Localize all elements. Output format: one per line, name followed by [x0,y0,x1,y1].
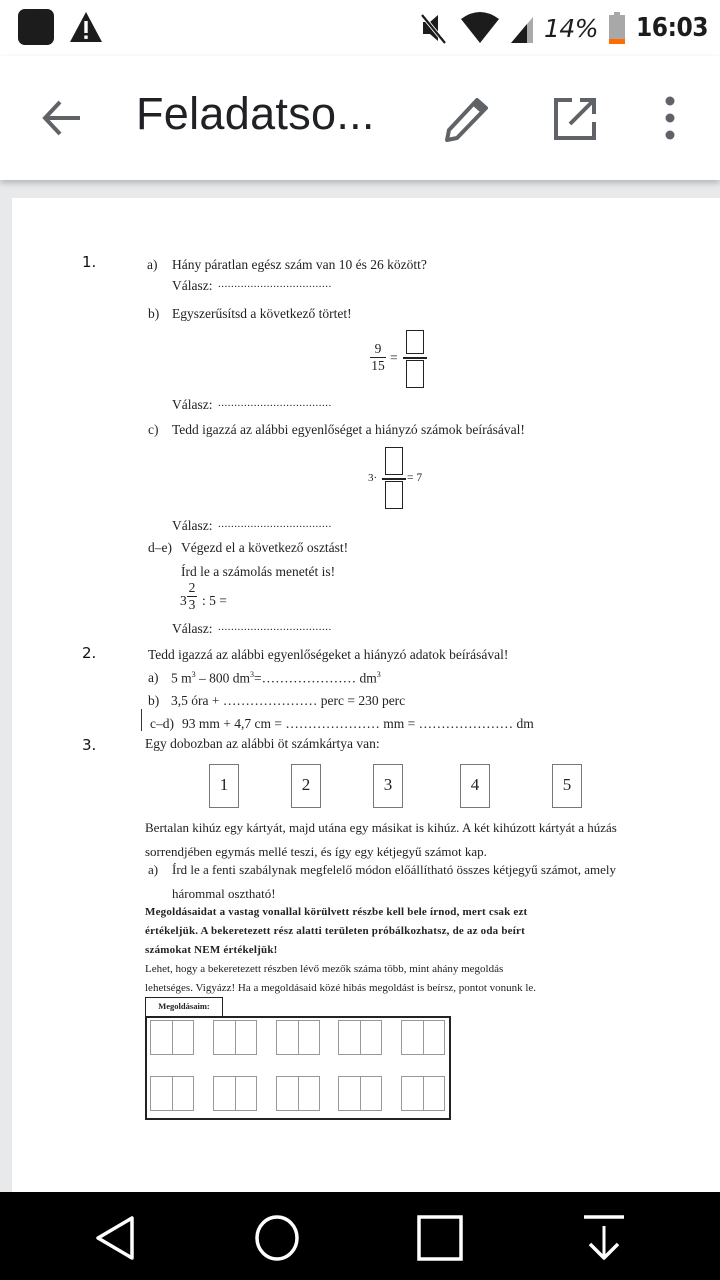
back-arrow-icon[interactable] [40,96,84,140]
q1de-answer-label: Válasz: [172,621,213,636]
answer-cell-pair[interactable] [401,1020,445,1055]
q1de-whole: 3 [180,593,187,608]
q1b-equals: = [390,350,398,365]
q1de-answer-line: ................................... [218,621,332,633]
battery-percent: 14% [543,13,599,43]
answer-cell-pair[interactable] [150,1020,194,1055]
answer-cell-pair[interactable] [338,1020,382,1055]
app-notification-icon [18,9,54,45]
document-viewer[interactable] [0,180,720,1192]
question-3-number: 3. [82,736,97,754]
q1de-denominator: 3 [188,597,196,612]
margin-mark [141,709,142,731]
question-2-number: 2. [82,644,97,662]
superscript: 3 [191,670,196,679]
number-card: 4 [460,764,490,808]
q1c-left: 3· [368,472,378,484]
navigation-bar [0,1192,720,1280]
q3-para-line2: sorrendjében egymás mellé teszi, és így egy kétjegyű számot kap. [145,844,487,859]
q2b-equation: 3,5 óra + ………………… perc = 230 perc [171,693,406,708]
number-card: 1 [209,764,239,808]
q1b-denominator: 15 [371,358,385,373]
q2a-part: =………………… dm [254,670,377,686]
q1c-denominator-box [385,481,403,509]
document-page[interactable] [12,198,720,1192]
q1c-answer-line: ................................... [218,518,332,530]
wifi-icon [460,11,500,45]
home-circle-icon[interactable] [253,1214,301,1262]
q1c-answer-label: Válasz: [172,518,213,533]
answer-cell-pair[interactable] [276,1076,320,1111]
superscript: 3 [376,670,381,679]
q2b-label: b) [148,693,160,708]
recents-square-icon[interactable] [416,1214,464,1262]
hide-nav-arrow-icon[interactable] [580,1214,628,1262]
answer-cell-pair[interactable] [150,1076,194,1111]
app-bar [0,56,720,180]
instruction-note-line1: Lehet, hogy a bekeretezett részben lévő mezők száma több, mint ahány megoldás [145,963,504,975]
q1c-right: = 7 [407,472,423,484]
cell-signal-icon [510,11,534,45]
q2-intro: Tedd igazzá az alábbi egyenlőségeket a hiányzó adatok beírásával! [148,647,509,662]
solutions-tab-label: Megoldásaim: [145,997,223,1017]
q1de-text: Végezd el a következő osztást! [181,540,349,555]
q1b-fraction [370,342,386,373]
answer-cell-pair[interactable] [338,1076,382,1111]
q1de-fraction [187,581,197,612]
q1a-answer-label: Válasz: [172,278,213,293]
mute-icon [420,11,450,45]
back-triangle-icon[interactable] [92,1214,140,1262]
q1de-rest: : 5 = [202,593,227,608]
q3a-label: a) [148,862,159,877]
q1b-label: b) [148,306,160,321]
instruction-note-line2: lehetséges. Vigyázz! Ha a megoldásaid közé hibás megoldást is beírsz, pontot vonunk le. [145,982,537,994]
q1de-numerator: 2 [188,580,196,595]
q1a-label: a) [147,257,158,272]
instruction-bold-line2: értékeljük. A bekeretezett rész alatti területen próbálkozhatsz, de az oda beírt [145,925,525,937]
q2a-part: 5 m [171,670,192,686]
answer-cell-pair[interactable] [213,1076,257,1111]
question-1-number: 1. [82,253,97,271]
q1b-text: Egyszerűsítsd a következő törtet! [172,306,352,321]
instruction-bold-line1: Megoldásaidat a vastag vonallal körülvett részbe kell bele írnod, mert csak ezt [145,906,528,918]
clock: 16:03 [636,13,708,43]
q1c-label: c) [148,422,159,437]
number-card: 2 [291,764,321,808]
q1c-text: Tedd igazzá az alábbi egyenlőséget a hiányzó számok beírásával! [172,422,525,437]
q1a-answer-line: ................................... [218,278,332,290]
battery-icon [608,11,626,45]
edit-pencil-icon[interactable] [444,96,490,142]
number-card: 3 [373,764,403,808]
q3-para-line1: Bertalan kihúz egy kártyát, majd utána egy másikat is kihúz. A két kihúzott kártyát a húzás [145,820,617,835]
instruction-bold-line3: számokat NEM értékeljük! [145,944,278,956]
q1b-answer-label: Válasz: [172,397,213,412]
fraction-bar [403,357,427,359]
answer-cell-pair[interactable] [276,1020,320,1055]
document-title: Feladatso... [136,88,375,139]
answer-cell-pair[interactable] [401,1076,445,1111]
q2a-equation [171,670,381,687]
q3a-line1: Írd le a fenti szabálynak megfelelő módon előállítható összes kétjegyű számot, amely [172,862,617,877]
q2a-part: – 800 dm [195,670,251,686]
more-vert-icon[interactable] [652,94,688,144]
q1b-answer-line: ................................... [218,397,332,409]
answer-cell-pair[interactable] [213,1020,257,1055]
q1a-text: Hány páratlan egész szám van 10 és 26 között? [172,257,427,272]
q1b-denominator-box [406,360,424,388]
q2a-label: a) [148,670,159,685]
q2cd-equation: 93 mm + 4,7 cm = ………………… mm = ………………… dm [182,716,534,731]
status-icons [420,8,708,48]
superscript: 3 [250,670,255,679]
open-external-icon[interactable] [552,96,598,142]
q3-intro: Egy dobozban az alábbi öt számkártya van: [145,736,380,751]
q1c-numerator-box [385,447,403,475]
q1b-numerator: 9 [374,341,382,356]
status-bar [0,0,720,56]
q1b-numerator-box [406,330,424,354]
q1de-label: d–e) [148,540,172,555]
q2cd-label: c–d) [150,716,174,731]
warning-icon [68,10,104,44]
q3a-line2: hárommal osztható! [172,886,276,901]
number-card: 5 [552,764,582,808]
fraction-bar [382,478,406,480]
q1de-text2: Írd le a számolás menetét is! [181,564,336,579]
